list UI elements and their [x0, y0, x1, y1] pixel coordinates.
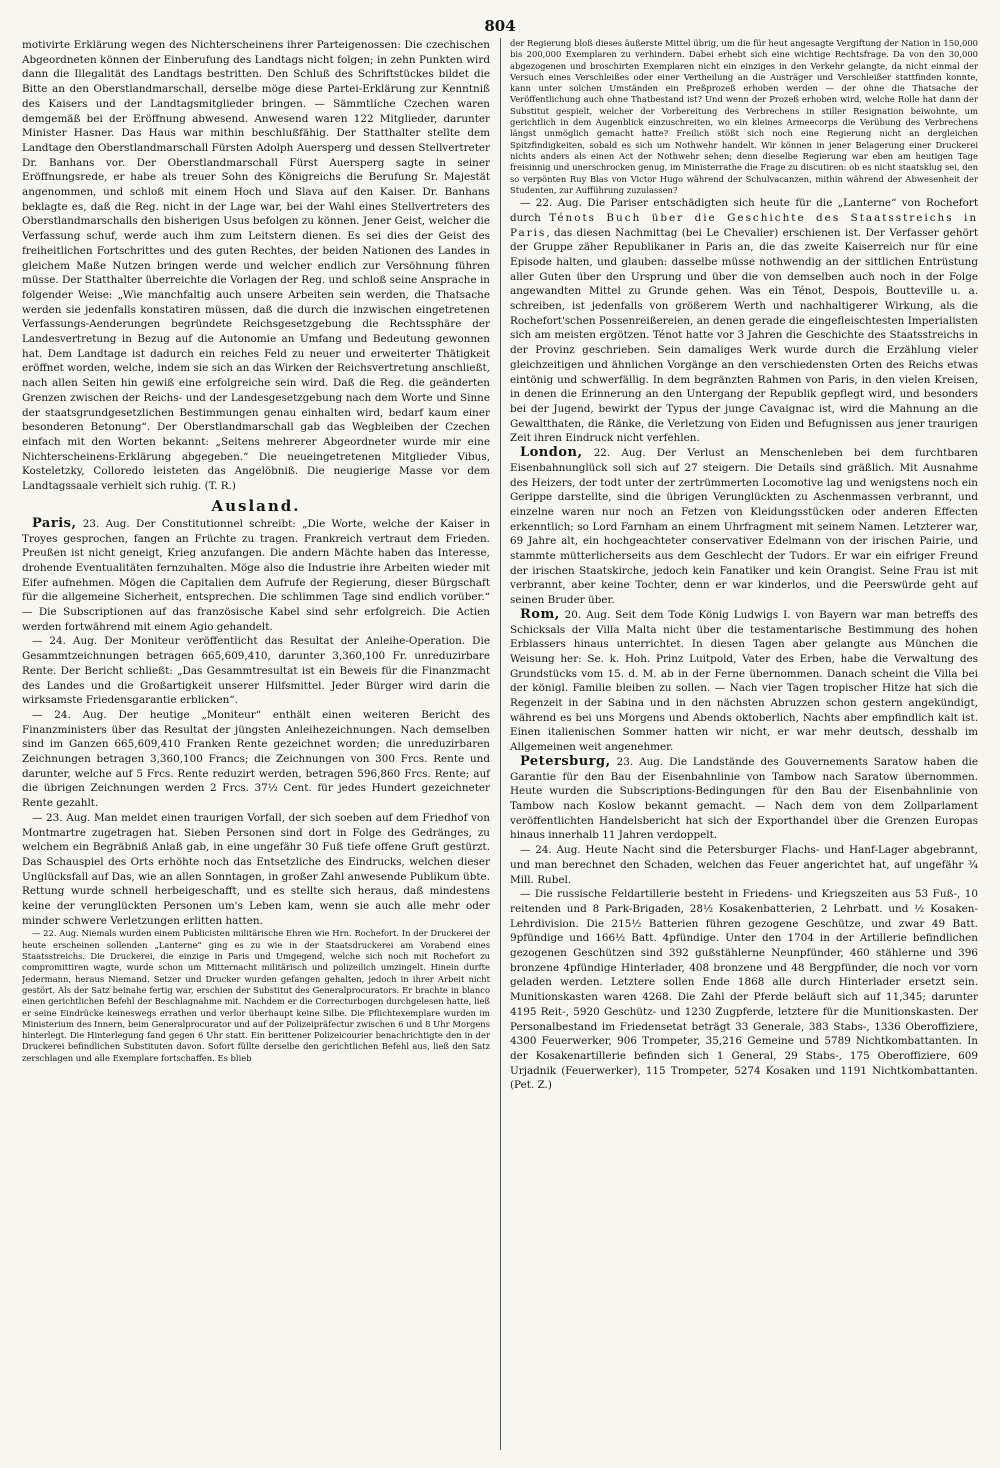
columns: [22, 38, 978, 1450]
article-petersburg: [510, 755, 978, 843]
article-petersburg-text: 23. Aug. Die Landstände des Gouvernements Saratow haben die Garantie für den Bau der Eisenbahnlinie von Tambow nach Saratow übernommen. Heute wurden die Subscriptions-Bedingungen für den Bau der Eisenbahnlinie von Tambow nach Koslow bekannt gemacht. — Nach dem von dem Zollparlament veröffentlichten Handelsbericht hat sich der Exporthandel über die Grenzen Europas hinaus innerhalb 11 Jahren verdoppelt.: [510, 755, 978, 842]
article-paris-constitutionnel-text: 23. Aug. Der Constitutionnel schreibt: „Die Worte, welche der Kaiser in Troyes gesprochen, fangen an Früchte zu tragen. Frankreich vertraut dem Frieden. Preußen ist nicht geneigt, Krieg anzufangen. Die andern Mächte haben das Interesse, drohende Eventualitäten fernzuhalten. Möge also die Industrie ihre Arbeiten wieder mit Eifer aufnehmen. Mögen die Capitalien dem Aufrufe der Regierung, dieser Bürgschaft für die allgemeine Sicherheit, entsprechen. Die schlimmen Tage sind endlich vorüber.“ — Die Subscriptionen auf das französische Kabel sind sehr erfolgreich. Die Actien werden fortwährend mit einem Agio gehandelt.: [22, 517, 490, 633]
tenot-intro: — 22. Aug. Die Pariser entschädigten sich heute für die „Lanterne“ von Rochefort durch: [510, 197, 978, 224]
tenot-text: , das diesen Nachmittag (bei Le Chevalier) erschienen ist. Der Verfasser gehört der Gruppe zäher Republikaner in Paris an, die das zweite Kaiserreich nur für eine Episode halten, und glauben: dasselbe müsse nothwendig an der sittlichen Entrüstung aller Guten über den Ursprung und über die von demselben auch noch in der Folge angewandten Mittel zu Grunde gehen. Was ein Ténot, Despois, Boutteville u. a. schreiben, ist jedenfalls von größerem Werth und nachhaltigerer Wirkung, als die Rochefort'schen Possenreißereien, an denen gerade die eingefleischtesten Imperialisten sich am meisten ergötzen. Ténot hatte vor 3 Jahren die Geschichte des Staatsstreichs in der Provinz geschrieben. Sein damaliges Werk wurde durch die Erzählung vieler gleichzeitigen und ähnlichen Vorgänge an den verschiedensten Orten des Reichs etwas eintönig und schwerfällig. In dem begränzten Rahmen von Paris, in den vielen Kreisen, in denen die Erinnerung an den Untergang der Republik gepflegt wird, und besonders bei der Jugend, bewirkt der Typus der junge Cavaignac ist, wird die Mahnung an die Gewaltthaten, die Ränke, die Verletzung von Eiden und Befugnissen aus jener traurigen Zeit ihren Eindruck nicht verfehlen.: [510, 226, 978, 445]
page-number: 804: [484, 17, 516, 35]
dateline-london: London,: [520, 445, 583, 461]
dateline-rom: Rom,: [520, 606, 560, 622]
article-petersburg-artillery: — Die russische Feldartillerie besteht in Friedens- und Kriegszeiten aus 53 Fuß-, 10 reitenden und 8 Park-Brigaden, 28½ Kosakenbatterien, 2 Lehrbatt. und ½ Kosaken-Lehrdivision. Die 215½ Batterien führen gezogene Geschütze, und zwar 49 Batt. 9pfündige und 166½ Batt. 4pfündige. Unter den 1704 in der Artillerie befindlichen gezogenen Geschützen sind 392 gußstählerne Neunpfünder, 460 stählerne und 396 bronzene 4pfündige Hinterlader, 408 bronzene und 48 Bergpfünder, die noch vor vorn geladen werden. Letztere sollen Ende 1868 alle durch Hinterlader ersetzt sein. Munitionskasten waren 4268. Die Zahl der Pferde beläuft sich auf 11,345; darunter 4195 Reit-, 5920 Geschütz- und 1230 Zugpferde, letztere für die Munitionskasten. Der Personalbestand im Friedensetat beträgt 33 Generale, 383 Stabs-, 1336 Oberoffiziere, 4300 Feuerwerker, 906 Trompeter, 35,216 Gemeine und 5789 Nichtkombattanten. In der Kosakenartillerie befinden sich 1 General, 29 Stabs-, 175 Oberoffiziere, 609 Urjadnik (Feuerwerker), 115 Trompeter, 5274 Kosaken und 1191 Nichtkombattanten. (Pet. Z.): [510, 888, 978, 1092]
dateline-paris: Paris,: [32, 515, 77, 531]
article-paris-tenot: [510, 196, 978, 446]
article-rom-text: 20. Aug. Seit dem Tode König Ludwigs I. von Bayern war man betreffs des Schicksals der Villa Malta nicht über die testamentarische Bestimmung des hohen Erblassers hinaus unterrichtet. In diesen Tagen aber gelangte aus München die Weisung her: Se. k. Hoh. Prinz Luitpold, Vater des Erben, habe die Verwaltung des Grundstücks vom 15. d. M. ab in der Ferne übernommen. Danach scheint die Villa bei der königl. Familie bleiben zu sollen. — Nach vier Tagen tropischer Hitze hat sich die Regenzeit in der Sabina und in den nächsten Abruzzen schon gestern angekündigt, während es bei uns Morgens und Abends oktoberlich, Nachts aber empfindlich kalt ist. Einen italienischen Sommer hatten wir nicht, er war mehr deutsch, desshalb im Allgemeinen weit angenehmer.: [510, 608, 978, 754]
article-london: [510, 446, 978, 608]
column-divider: [500, 38, 501, 1450]
article-paris-lanterne: — 22. Aug. Niemals wurden einem Publicisten militärische Ehren wie Hrn. Rochefort. In der Druckerei der heute erscheinen sollenden „Lanterne“ ging es zu wie in der Staatsdruckerei am Vorabend eines Staatsstreichs. Die Druckerei, die einzige in Paris und Umgegend, welche sich noch mit Rochefort zu compromittiren wagte, wurde schon um Mitternacht militärisch und polizeilich umzingelt. Hinein durfte Jedermann, heraus Niemand. Setzer und Drucker wurden gefangen gehalten, jedoch in ihrer Arbeit nicht gestört. Als der Satz beinahe fertig war, erschien der Substitut des Generalprocurators. Er brachte in blanco einen gerichtlichen Befehl der Beschlagnahme mit. Nachdem er die Correcturbogen durchgelesen hatte, ließ er seine Eindrücke keineswegs errathen und verlor überhaupt keine Silbe. Die Pflichtexemplare wurden im Ministerium des Innern, beim Generalprocurator und auf der Polizeipräfectur zwischen 6 und 8 Uhr Morgens hinterlegt. Die Hinterlegung fand gegen 6 Uhr statt. Ein berittener Polizeicourier benachrichtigte den in der Druckerei befindlichen Substituten davon. Sofort füllte derselbe den gerichtlichen Befehl aus, ließ den Satz zerschlagen und alle Exemplare fortschaffen. Es blieb: [22, 928, 490, 1063]
article-paris-constitutionnel: [22, 517, 490, 635]
article-london-text: 22. Aug. Der Verlust an Menschenleben bei dem furchtbaren Eisenbahnunglück soll sich auf 27 steigern. Die Details sind gräßlich. Mit Ausnahme des Heizers, der todt unter der zertrümmerten Locomotive lag und wenigstens noch ein Gerippe darstellte, sind die übrigen Verunglückten zu Aschenmassen verbrannt, und einzelne waren nur noch an Fetzen von Kleidungsstücken oder anderen Effecten erkenntlich; so Lord Farnham an einem Uhrfragment mit seinem Namen. Letzterer war, 69 Jahre alt, ein hochgeachteter conservativer Edelmann von der irischen Pairie, und stammte mütterlicherseits aus dem Geschlecht der Tudors. Er war ein eifriger Freund der irischen Staatskirche, jedoch kein Fanatiker und kein Orangist. Seine Frau ist mit verbrannt, aber keine Tochter, denn er war kinderlos, und die Peerswürde geht auf seinen Bruder über.: [510, 447, 978, 607]
article-paris-moniteur: — 24. Aug. Der Moniteur veröffentlicht das Resultat der Anleihe-Operation. Die Gesammtzeichnungen betragen 665,609,410, darunter 3,360,100 Fr. unreduzirbare Rente. Der Bericht schließt: „Das Gesammtresultat ist ein Beweis für die Finanzmacht des Landes und die Großartigkeit unserer Hilfsmittel. Jeder Bürger wird darin die wirksamste Friedensgarantie erblicken“.: [22, 635, 490, 707]
left-column: [22, 38, 490, 1450]
right-column: [510, 38, 978, 1450]
article-paris-anleihe: — 24. Aug. Der heutige „Moniteur“ enthält einen weiteren Bericht des Finanzministers über das Resultat der jüngsten Anleihezeichnungen. Nach demselben sind im Ganzen 665,609,410 Franken Rente gezeichnet worden; die unreduzirbaren Zeichnungen betragen 3,360,100 Francs; die Zeichnungen von 300 Frcs. Rente und darunter, welche auf 5 Frcs. Rente reduzirt werden, betragen 596,860 Frcs. Rente; auf die übrigen Zeichnungen werden 2 Frcs. 37½ Cent. für jedes Hundert gezeichneter Rente gezahlt.: [22, 708, 490, 810]
article-petersburg-fire: — 24. Aug. Heute Nacht sind die Petersburger Flachs- und Hanf-Lager abgebrannt, und man berechnet den Schaden, welchen das Feuer angerichtet hat, auf ungefähr ¾ Mill. Rubel.: [510, 844, 978, 886]
article-rom: [510, 608, 978, 755]
section-heading-ausland: Ausland.: [211, 496, 301, 515]
tenot-book-title: Ténots Buch über die Geschichte des Staatsstreichs in Paris: [510, 211, 978, 239]
article-paris-montmartre: — 23. Aug. Man meldet einen traurigen Vorfall, der sich soeben auf dem Friedhof von Montmartre zugetragen hat. Sieben Personen sind dort in Folge des Gedränges, zu welchem ein Begräbniß Anlaß gab, in eine ungefähr 30 Fuß tiefe offene Gruft gestürzt. Das Schauspiel des Orts erhöhte noch das Entsetzliche des Eindrucks, welchen dieser Unglücksfall auf Das, wie an allen Sonntagen, in großer Zahl anwesende Publikum übte. Rettung wurde schnell herbeigeschafft, und es stellte sich heraus, daß mindestens keine der verunglückten Personen um's Leben kam, wenn sie auch alle mehr oder minder schwere Verletzungen erlitten hatten.: [22, 811, 490, 927]
dateline-petersburg: Petersburg,: [520, 753, 611, 769]
article-lanterne-continuation: der Regierung bloß dieses äußerste Mittel übrig, um die für heut angesagte Vergiftung der Nation in 150,000 bis 200,000 Exemplaren zu verhindern. Dabei erhebt sich eine wichtige Rechtsfrage. Da von den 30,000 abgezogenen und broschirten Exemplaren nicht ein einziges in den Verkehr gelangte, da nicht einmal der Versuch eines Verschleißes oder einer Vertheilung an die Austräger und Verschleißer stattfinden konnte, kann unter solchen Umständen ein Preßprozeß erhoben werden — der ohne die Thatsache der Veröffentlichung auch ohne Thatbestand ist? Und wenn der Prozeß erhoben wird, welche Rolle hat dann der Substitut gespielt, welcher der Vorbereitung des Verbrechens in stiller Resignation beiwohnte, um gerichtlich in dem Augenblick einzuschreiten, wo ein kleines Armeecorps die Verübung des Verbrechens längst unmöglich gemacht hatte? Freilich stößt sich noch eine Regierung nicht an dergleichen Spitzfindigkeiten, sobald es sich um Nothwehr handelt. Wir können in jener Belagerung einer Druckerei nichts anders als einen Act der Nothwehr sehen; denn dieselbe Regierung war eben am heutigen Tage freisinnig und unerschrocken genug, im Ministerrathe die Frage zu discutiren: ob es nicht staatsklug sei, den so verpönten Ruy Blas von Victor Hugo während der Schulvacanzen, mithin während der Abwesenheit der Studenten, zur Aufführung zuzulassen?: [510, 38, 978, 195]
article-landtag-continuation: motivirte Erklärung wegen des Nichterscheinens ihrer Parteigenossen: Die czechischen Abgeordneten können der Einberufung des Landtags nicht folgen; in zehn Punkten wird dann die Illegalität des Landtags bestritten. Den Schluß des Schriftstückes bildet die Bitte an den Oberstlandmarschall, derselbe möge diese Partei-Erklärung zur Kenntniß des Kaisers und der Landtagsmitglieder bringen. — Sämmtliche Czechen waren demgemäß bei der Eröffnung abwesend. Anwesend waren 122 Mitglieder, darunter Minister Hasner. Das Haus war mithin beschlußfähig. Der Statthalter stellte dem Landtage den Oberstlandmarschall Fürsten Adolph Auersperg und dessen Stellvertreter Dr. Banhans vor. Der Oberstlandmarschall Fürst Auersperg sagte in seiner Eröffnungsrede, er habe als treuer Sohn des Königreichs die Berufung Sr. Majestät angenommen, und schloß mit einem Hoch und Slava auf den Kaiser. Dr. Banhans beklagte es, daß die Reg. nicht in der Lage war, bei der Wahl eines Stellvertreters des Oberstlandmarschalls den bisherigen Usus befolgen zu können. Jener Geist, welcher die Verfassung schuf, werde auch ihm zum Leitstern dienen. Es sei dies der Geist des freiheitlichen Fortschrittes und des guten Rechtes, der beiden Nationen des Landes in gleichem Maße Nutzen bringen werde und welcher endlich zur Versöhnung führen müsse. Der Statthalter überreichte die Vorlagen der Reg. und schloß seine Ansprache in folgender Weise: „Wie manchfaltig auch unsere Arbeiten sein werden, die Thatsache werden sie jedenfalls konstatiren müssen, daß die durch die inzwischen eingetretenen Verfassungs-Aenderungen begründete Reichsgesetzgebung die Rechtssphäre der Landesvertretung in Bezug auf die Autonomie an Umfang und Bedeutung gewonnen hat. Dem Landtage ist dadurch ein reiches Feld zu neuer und erweiterter Thätigkeit eröffnet worden, welche, indem sie sich an das Wirken der Reichsvertretung anschließt, nach allen Seiten hin gewiß eine erfolgreiche sein wird. Daß die Reg. die geänderten Grenzen zwischen der Reichs- und der Landesgesetzgebung nach dem Worte und Sinne der staatsgrundgesetzlichen Bestimmungen genau einhalten wird, bedarf kaum einer besonderen Betonung“. Der Oberstlandmarschall gab das Wegbleiben der Czechen einfach mit den Worten bekannt: „Seitens mehrerer Abgeordneter wurde mir eine Nichterscheinens-Erklärung abgegeben.“ Die neueingetretenen Mitglieder Vibus, Kosteletzky, Colloredo leisteten das Angelöbniß. Die neugierige Masse vor dem Landtagssaale verhielt sich ruhig. (T. R.): [22, 39, 490, 493]
